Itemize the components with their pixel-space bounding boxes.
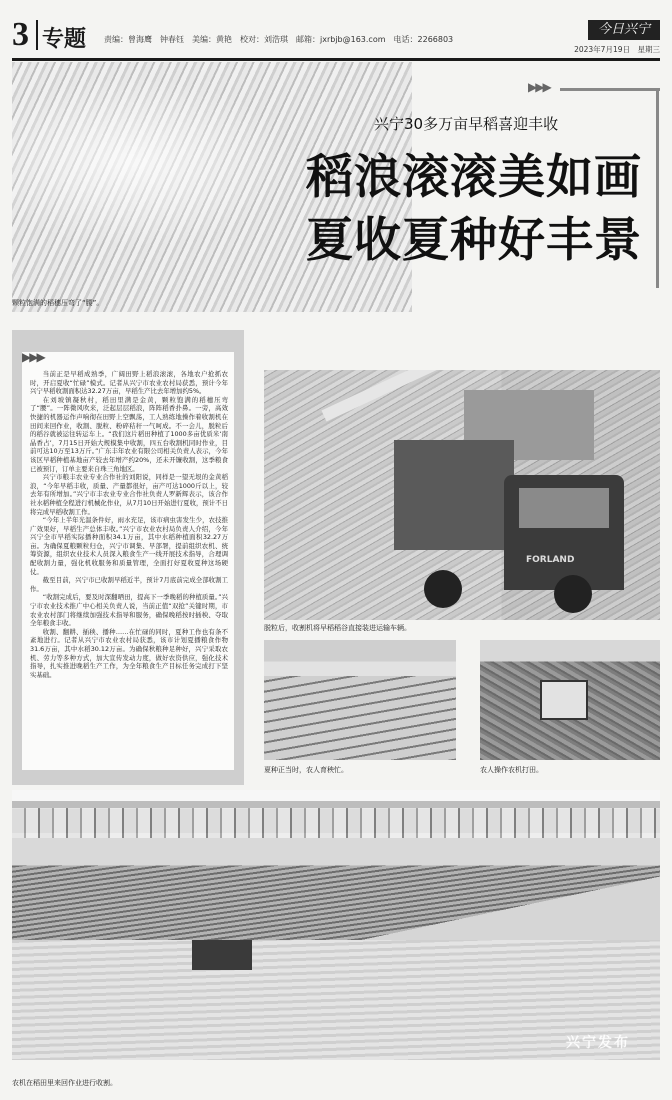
section-title: 专题 xyxy=(42,27,87,52)
watermark: 兴宁发布 xyxy=(566,1035,630,1051)
title-frame-right xyxy=(656,88,659,288)
newspaper-logo: 今日兴宁 xyxy=(588,20,660,40)
article-arrow-icon: ▶▶▶ xyxy=(22,350,44,364)
truck-plate-text: FORLAND xyxy=(526,555,575,565)
arrow-decoration-icon: ▶▶▶ xyxy=(528,80,550,94)
title-frame-top xyxy=(560,88,660,91)
rice-ears-caption: 颗粒饱满的稻穗压弯了“腰”。 xyxy=(12,299,104,307)
truck-window xyxy=(519,488,609,528)
harvester-truck-photo xyxy=(264,370,660,620)
article-paragraph: 兴宁市粮丰农业专业合作社的刘阳说，同样是一望无垠的金黄稻浪，“今年早稻丰收，质量、产量都很好，亩产可达1000斤以上，较去年有所增加。”兴宁市丰农业专业合作社负责人罗新辉表示，该合作社水稻种植全程进行机械化作业，从7月10日开始进行夏收，预计不日将完成早稻收割工作。 xyxy=(30,473,228,516)
combine-harvester-shape xyxy=(192,940,252,970)
article-body xyxy=(30,370,228,679)
truck-wheel xyxy=(424,570,462,608)
tractor-photo-caption: 农人操作农机打田。 xyxy=(480,766,543,774)
planting-photo-caption: 夏种正当时，农人育秧忙。 xyxy=(264,766,348,774)
truck-wheel xyxy=(554,575,592,613)
article-paragraph: “今年上半年光温条件好，雨水充足，该市病虫害发生少，农技推广效果好，早稻生产总体丰收。”兴宁市农业农村局负责人介绍，今年兴宁全市早稻实际播种面积34.1万亩，其中水稻种植面积32.27万亩。为确保夏粮颗粒归仓，兴宁市调集、早部署，提前组织农机、统筹资源，组织农业技术人员深入粮食生产一线开展技术指导，合理调配收割力量，强化机收服务和质量管理，全面打好夏收夏种这场硬仗。 xyxy=(30,516,228,576)
truck-photo-caption: 脱粒后，收割机将早稻稻谷直接装进运输车辆。 xyxy=(264,624,411,632)
headline-line-1: 稻浪滚滚美如画 xyxy=(306,150,642,205)
headline-line-2: 夏收夏种好丰景 xyxy=(306,213,642,268)
masthead xyxy=(12,16,660,58)
article-paragraph: 当前正是早稻成熟季，广阔田野上稻浪滚滚，各地农户抢抓农时，开启夏收“忙碌”模式。记者从兴宁市农业农村局获悉，预计今年兴宁早稻收割面积达32.27万亩，早稻生产比去年增加约5%。 xyxy=(30,370,228,396)
article-paragraph: 截至目前，兴宁市已收割早稻近半，预计7月底前完成全部收割工作。 xyxy=(30,576,228,593)
article-paragraph: 收割、翻耕、插秧、播种……在忙碌的同时，夏种工作也有条不紊地进行。记者从兴宁市农业农村局获悉，该市计划夏播粮食作物31.6万亩，其中水稻30.12万亩。为确保秋粮种足种好，兴宁采取农机、劳力等多种方式，加大宣传发动力度，做好农资供应，强化技术指导，扎实推进晚稻生产工作，为全年粮食生产目标任务完成打下坚实基础。 xyxy=(30,627,228,679)
headline-subtitle: 兴宁30多万亩早稻喜迎丰收 xyxy=(374,115,559,133)
page-separator xyxy=(36,20,38,50)
issue-date: 2023年7月19日 星期三 xyxy=(574,45,660,54)
tractor-tilling-photo xyxy=(480,640,660,760)
header-rule xyxy=(12,58,660,61)
page-number: 3 xyxy=(12,16,29,53)
panorama-photo-caption: 农机在稻田里来回作业进行收割。 xyxy=(12,1079,117,1087)
editor-credits: 责编：曾海鹰 钟春钰 美编：黄艳 校对：刘浩琪 邮箱：jxrbjb@163.com 电话：2266803 xyxy=(104,35,454,44)
seedling-planting-photo xyxy=(264,640,456,760)
tractor-shape xyxy=(540,680,588,720)
field-panorama-photo xyxy=(12,790,660,1060)
unloading-auger xyxy=(321,370,480,421)
article-paragraph: 在刘坡镇凝秋村，稻田里满是金黄，颗粒饱满的稻穗压弯了“腰”。一阵微风吹来，泛起层层稻浪，阵阵稻香扑鼻。一旁，高效快捷的机器运作声响彻在田野上空飘荡，工人熟练地操作着收割机在田间来回作业，收割、脱粒、粉碎秸秆一气呵成。不一会儿，脱粒后的稻谷就被运往转运车上。“我们这片稻田种植了1000多亩优质米‘南晶香占’，7月15日开始大规模集中收割，四五台收割机同时作业，目前可达10万至13万斤。”广东丰年农业有限公司相关负责人表示，今年该区早稻种植基地亩产较去年增产约20%，还未开镰收割，这季粮食已被预订，订单主要来自珠三角地区。 xyxy=(30,395,228,473)
harvested-field xyxy=(12,940,660,1060)
truck-bed xyxy=(394,440,514,550)
article-paragraph: “收割完成后，要及时深翻晒田，提高下一季晚稻的种植质量。”兴宁市农业技术推广中心相关负责人说，当前正值“双抢”关键时期，市农业农村部门将继续加强技术指导和服务，确保晚稻按时插秧、夺取全年粮食丰收。 xyxy=(30,593,228,628)
village-skyline xyxy=(12,808,660,838)
